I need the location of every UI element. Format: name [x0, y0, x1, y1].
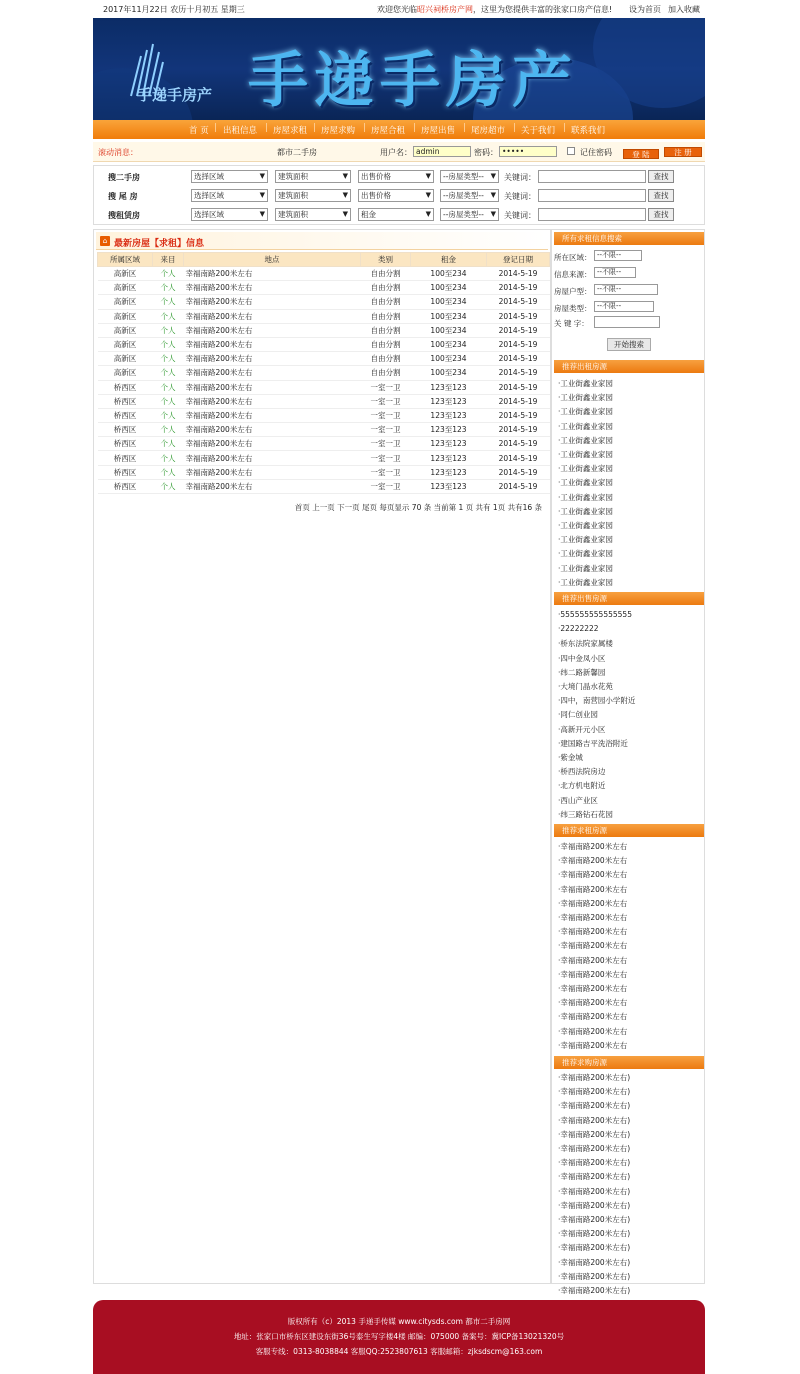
table-cell[interactable]: 幸福南路200米左右 [184, 408, 361, 422]
sidebar-list-item[interactable]: ·幸福南路200米左右) [558, 1144, 631, 1153]
table-cell: 自由分割 [361, 295, 411, 309]
remember-checkbox[interactable] [567, 147, 575, 155]
keyword-input[interactable] [538, 170, 646, 183]
nav-about[interactable]: 关于我们 [521, 126, 556, 136]
table-row[interactable] [98, 295, 550, 309]
sidebar-list-item[interactable]: ·幸福南路200米左右) [558, 1101, 631, 1111]
table-row[interactable] [98, 323, 550, 337]
sidebar-field-label: 信息来源： [554, 270, 592, 279]
table-cell: 2014-5-19 [487, 323, 550, 337]
table-cell: 个人 [153, 337, 184, 351]
sidebar-list-item[interactable]: ·22222222 [558, 624, 599, 634]
sidebar-list-item[interactable]: ·高新开元小区 [558, 724, 606, 734]
pagination[interactable]: 首页 上一页 下一页 尾页 每页显示 70 条 当前第 1 页 共有 1页 共有16 条 [294, 503, 542, 512]
sidebar-list-item[interactable]: ·建国路吉平洗浴附近 [558, 738, 628, 748]
column-header: 所属区域 [98, 253, 153, 267]
table-cell[interactable]: 幸福南路200米左右 [184, 366, 361, 380]
sidebar-field-label: 房屋户型： [554, 287, 592, 296]
table-cell: 个人 [153, 295, 184, 309]
table-cell: 123至123 [411, 394, 487, 408]
sidebar-list-item[interactable]: ·幸福南路200米左右) [558, 1115, 631, 1125]
table-row[interactable] [98, 479, 550, 493]
type-select[interactable]: --房屋类型-- ▼ [440, 189, 499, 202]
column-header: 登记日期 [487, 253, 550, 267]
table-cell: 2014-5-19 [487, 352, 550, 366]
size-select[interactable]: 建筑面积 ▼ [275, 208, 351, 221]
table-cell: 个人 [153, 366, 184, 380]
footer-copyright: 版权所有（c）2013 手递手传媒 www.citysds.com 都市二手房网 [287, 1317, 511, 1326]
table-cell: 桥西区 [98, 380, 153, 394]
table-cell: 个人 [153, 423, 184, 437]
table-cell: 桥西区 [98, 451, 153, 465]
table-cell: 自由分割 [361, 323, 411, 337]
table-cell: 个人 [153, 479, 184, 493]
table-row[interactable] [98, 394, 550, 408]
sidebar-list-item[interactable]: ·幸福南路200米左右) [558, 1200, 631, 1210]
set-home-link[interactable]: 设为首页 [629, 5, 661, 14]
type-select[interactable]: --房屋类型-- ▼ [440, 208, 499, 221]
table-cell: 个人 [153, 281, 184, 295]
table-cell: 100至234 [411, 281, 487, 295]
sidebar-list-item[interactable]: ·工业街鑫业家园 [558, 478, 613, 488]
main-nav: 首 页 | 出租信息 | 房屋求租 | 房屋求购 | 房屋合租 | 房屋出售 | 尾房超市 | 关于我们 | 联系我们 [93, 120, 705, 139]
table-cell[interactable]: 幸福南路200米左右 [184, 423, 361, 437]
username-label: 用户名： [380, 148, 412, 157]
table-cell: 个人 [153, 267, 184, 281]
login-button[interactable]: 登 陆 [623, 149, 659, 159]
sidebar-search-title: 所有求租信息搜索 [554, 232, 704, 245]
sidebar-list-item[interactable]: ·桥西法院房边 [558, 767, 606, 777]
table-cell: 自由分割 [361, 337, 411, 351]
table-cell[interactable]: 幸福南路200米左右 [184, 479, 361, 493]
banner-logo-text: 手递手房产 [137, 86, 213, 104]
nav-home[interactable]: 首 页 [189, 126, 209, 136]
table-cell: 桥西区 [98, 394, 153, 408]
keyword-label: 关 键 字： [554, 319, 589, 328]
area-select[interactable]: 选择区域 ▼ [191, 208, 268, 221]
table-cell: 高新区 [98, 366, 153, 380]
table-row[interactable] [98, 408, 550, 422]
nav-rent-out[interactable]: 出租信息 [223, 126, 258, 136]
remember-label: 记住密码 [580, 148, 612, 157]
search-panel [93, 165, 705, 225]
rec-seek-rent-title: 推荐求租房源 [554, 824, 704, 837]
welcome-site-link[interactable]: 昭兴祠桥房产网 [417, 5, 473, 14]
rec-buy-title: 推荐求购房源 [554, 1056, 704, 1069]
sidebar-list-item[interactable]: ·西山产业区 [558, 795, 598, 805]
table-cell: 123至123 [411, 465, 487, 479]
sidebar-list-item[interactable]: ·四中，南营园小学附近 [558, 696, 636, 706]
sidebar-field-select[interactable]: --不限-- [594, 284, 658, 295]
table-cell: 个人 [153, 323, 184, 337]
table-row[interactable] [98, 352, 550, 366]
sidebar-list-item[interactable]: ·工业街鑫业家园 [558, 521, 613, 530]
table-cell: 一室一卫 [361, 465, 411, 479]
welcome-text: 欢迎您光临昭兴祠桥房产网，这里为您提供丰富的张家口房产信息! [377, 5, 613, 14]
table-cell: 2014-5-19 [487, 380, 550, 394]
table-cell: 个人 [153, 465, 184, 479]
sidebar-list-item[interactable]: ·工业街鑫业家园 [558, 393, 613, 403]
rec-rent-title: 推荐出租房源 [554, 360, 704, 373]
table-cell: 100至234 [411, 267, 487, 281]
search-row-tail: 搜 尾 房 选择区域 ▼ 建筑面积 ▼ 出售价格 ▼ --房屋类型-- ▼ 关键词： 查找 [94, 187, 706, 203]
add-favorite-link[interactable]: 加入收藏 [668, 5, 700, 14]
sidebar-list-item[interactable]: ·幸福南路200米左右) [558, 1271, 631, 1281]
table-row[interactable] [98, 380, 550, 394]
listing-title: 最新房屋【求租】信息 [114, 239, 205, 249]
sidebar-list-item[interactable]: ·幸福南路200米左右) [558, 1229, 631, 1239]
sidebar-list-item[interactable]: ·555555555555555 [558, 610, 632, 619]
table-cell: 100至234 [411, 337, 487, 351]
table-cell[interactable]: 幸福南路200米左右 [184, 352, 361, 366]
table-cell: 100至234 [411, 323, 487, 337]
table-cell[interactable]: 幸福南路200米左右 [184, 267, 361, 281]
table-cell: 自由分割 [361, 352, 411, 366]
search-button[interactable]: 查找 [648, 208, 674, 221]
search-button[interactable]: 查找 [648, 170, 674, 183]
table-cell: 个人 [153, 309, 184, 323]
column-header: 来目 [153, 253, 184, 267]
footer-contact: 客服专线：0313-8038844 客服QQ:2523807613 客服邮箱：zjksdscm@163.com [255, 1347, 543, 1356]
sidebar-list-item[interactable]: ·幸福南路200米左右 [558, 898, 628, 908]
sidebar-list-item[interactable]: ·幸福南路200米左右 [558, 927, 628, 937]
table-cell: 2014-5-19 [487, 479, 550, 493]
table-cell[interactable]: 幸福南路200米左右 [184, 380, 361, 394]
table-cell: 123至123 [411, 451, 487, 465]
table-cell: 123至123 [411, 423, 487, 437]
sidebar-list-item[interactable]: ·工业街鑫业家园 [558, 549, 613, 559]
sidebar-field-select[interactable]: --不限-- [594, 301, 654, 312]
sidebar-list-item[interactable]: ·工业街鑫业家园 [558, 435, 613, 445]
sidebar-list-item[interactable]: ·幸福南路200米左右 [558, 842, 628, 851]
table-cell: 123至123 [411, 479, 487, 493]
table-cell[interactable]: 幸福南路200米左右 [184, 309, 361, 323]
sidebar-list-item[interactable]: ·四中金凤小区 [558, 653, 606, 663]
keyword-input[interactable] [538, 189, 646, 202]
sidebar-list-item[interactable]: ·工业街鑫业家园 [558, 379, 613, 388]
table-row[interactable] [98, 309, 550, 323]
sidebar-list-item[interactable]: ·幸福南路200米左右 [558, 1012, 628, 1022]
table-cell: 100至234 [411, 352, 487, 366]
table-cell: 2014-5-19 [487, 267, 550, 281]
sidebar-field-label: 所在区域： [554, 253, 592, 262]
table-cell: 自由分割 [361, 267, 411, 281]
price-select[interactable]: 出售价格 ▼ [358, 170, 434, 183]
table-cell[interactable]: 幸福南路200米左右 [184, 437, 361, 451]
table-cell: 2014-5-19 [487, 451, 550, 465]
sidebar-list-item[interactable]: ·幸福南路200米左右) [558, 1172, 631, 1182]
sidebar-list-item[interactable]: ·桥东法院家属楼 [558, 639, 613, 649]
sidebar-list-item[interactable]: ·幸福南路200米左右) [558, 1215, 631, 1224]
sidebar-list-item[interactable]: ·幸福南路200米左右) [558, 1087, 631, 1097]
type-select[interactable]: --房屋类型-- ▼ [440, 170, 499, 183]
sidebar-list-item[interactable]: ·幸福南路200米左右 [558, 856, 628, 866]
area-select[interactable]: 选择区域 ▼ [191, 189, 268, 202]
sidebar-list-item[interactable]: ·北方机电附近 [558, 781, 606, 791]
table-cell: 桥西区 [98, 408, 153, 422]
table-cell: 123至123 [411, 408, 487, 422]
table-cell: 2014-5-19 [487, 366, 550, 380]
sidebar-list-item[interactable]: ·工业街鑫业家园 [558, 577, 613, 587]
nav-seek-rent[interactable]: 房屋求租 [273, 126, 308, 136]
login-bar [93, 142, 705, 162]
table-cell: 个人 [153, 394, 184, 408]
table-cell[interactable]: 幸福南路200米左右 [184, 451, 361, 465]
sidebar-list-item[interactable]: ·幸福南路200米左右 [558, 955, 628, 965]
date-text: 2017年11月22日 农历十月初五 星期三 [103, 5, 245, 14]
site-banner [93, 18, 705, 120]
sidebar-list-item[interactable]: ·工业街鑫业家园 [558, 535, 613, 545]
sidebar-keyword-input[interactable] [594, 316, 660, 328]
sidebar-list-item[interactable]: ·幸福南路200米左右 [558, 870, 628, 880]
nav-tail-market[interactable]: 尾房超市 [471, 126, 506, 136]
main-listing-panel [93, 229, 551, 1284]
area-select[interactable]: 选择区域 ▼ [191, 170, 268, 183]
site-name: 都市二手房 [277, 148, 317, 157]
table-cell: 桥西区 [98, 479, 153, 493]
search-row-rental: 搜租赁房 选择区域 ▼ 建筑面积 ▼ 租金 ▼ --房屋类型-- ▼ 关键词： 查找 [94, 206, 706, 222]
banner-title: 手递手房产 [248, 46, 578, 116]
table-cell: 2014-5-19 [487, 423, 550, 437]
rent-select[interactable]: 租金 ▼ [358, 208, 434, 221]
table-cell: 一室一卫 [361, 437, 411, 451]
sidebar-list-item[interactable]: ·紫金城 [558, 753, 583, 762]
table-cell: 高新区 [98, 323, 153, 337]
table-cell[interactable]: 幸福南路200米左右 [184, 394, 361, 408]
table-cell: 2014-5-19 [487, 465, 550, 479]
table-row[interactable] [98, 423, 550, 437]
table-cell[interactable]: 幸福南路200米左右 [184, 323, 361, 337]
table-cell: 一室一卫 [361, 479, 411, 493]
sidebar-list-item[interactable]: ·幸福南路200米左右) [558, 1286, 631, 1295]
table-row[interactable] [98, 267, 550, 281]
table-cell: 自由分割 [361, 366, 411, 380]
listing-table [97, 252, 550, 494]
sidebar-list-item[interactable]: ·纬二路新馨园 [558, 667, 606, 677]
sidebar-list-item[interactable]: ·幸福南路200米左右 [558, 884, 628, 894]
search-button[interactable]: 查找 [648, 189, 674, 202]
table-cell[interactable]: 幸福南路200米左右 [184, 337, 361, 351]
sidebar-field-select[interactable]: --不限-- [594, 250, 642, 261]
table-cell: 一室一卫 [361, 423, 411, 437]
table-cell: 高新区 [98, 281, 153, 295]
table-cell: 高新区 [98, 309, 153, 323]
listing-header [96, 232, 548, 250]
table-cell: 一室一卫 [361, 394, 411, 408]
table-cell: 123至123 [411, 380, 487, 394]
sidebar-list-item[interactable]: ·工业街鑫业家园 [558, 506, 613, 516]
table-cell: 一室一卫 [361, 380, 411, 394]
sidebar-list-item[interactable]: ·工业街鑫业家园 [558, 407, 613, 417]
start-search-button[interactable]: 开始搜索 [607, 338, 651, 351]
search-row-second-hand: 搜二手房 选择区域 ▼ 建筑面积 ▼ 出售价格 ▼ --房屋类型-- ▼ 关键词： 查找 [94, 168, 706, 184]
table-row[interactable] [98, 337, 550, 351]
table-cell: 自由分割 [361, 281, 411, 295]
table-cell: 2014-5-19 [487, 309, 550, 323]
table-row[interactable] [98, 281, 550, 295]
password-label: 密码： [474, 148, 498, 157]
sidebar [551, 229, 705, 1295]
column-header: 地点 [184, 253, 361, 267]
sidebar-list-item[interactable]: ·幸福南路200米左右) [558, 1158, 631, 1168]
sidebar-list-item[interactable]: ·幸福南路200米左右) [558, 1186, 631, 1196]
table-cell: 高新区 [98, 267, 153, 281]
sidebar-list-item[interactable]: ·幸福南路200米左右) [558, 1257, 631, 1267]
sidebar-field-select[interactable]: --不限-- [594, 267, 636, 278]
sidebar-list-item[interactable]: ·工业街鑫业家园 [558, 563, 613, 573]
table-cell: 2014-5-19 [487, 437, 550, 451]
table-cell: 桥西区 [98, 423, 153, 437]
password-input[interactable]: ••••• [499, 146, 557, 157]
footer [93, 1300, 705, 1374]
nav-share-rent[interactable]: 房屋合租 [371, 126, 406, 136]
sidebar-list-item[interactable]: ·幸福南路200米左右 [558, 984, 628, 993]
table-cell: 2014-5-19 [487, 408, 550, 422]
register-button[interactable]: 注 册 [664, 147, 702, 157]
sidebar-list-item[interactable]: ·幸福南路200米左右 [558, 913, 628, 922]
username-input[interactable]: admin [413, 146, 471, 157]
table-cell: 高新区 [98, 295, 153, 309]
sidebar-list-item[interactable]: ·幸福南路200米左右) [558, 1243, 631, 1253]
sidebar-list-item[interactable]: ·大境门晶水花苑 [558, 682, 613, 691]
sidebar-list-item[interactable]: ·同仁创业园 [558, 710, 598, 720]
sidebar-list-item[interactable]: ·幸福南路200米左右 [558, 998, 628, 1008]
table-cell: 个人 [153, 380, 184, 394]
table-row[interactable] [98, 465, 550, 479]
top-bar [93, 0, 705, 18]
sidebar-list-item[interactable]: ·幸福南路200米左右 [558, 969, 628, 979]
size-select[interactable]: 建筑面积 ▼ [275, 170, 351, 183]
sidebar-list-item[interactable]: ·纬三路钻石花园 [558, 809, 613, 819]
table-cell: 2014-5-19 [487, 281, 550, 295]
sidebar-list-item[interactable]: ·幸福南路200米左右 [558, 1026, 628, 1036]
table-cell: 2014-5-19 [487, 295, 550, 309]
sidebar-field-label: 房屋类型： [554, 304, 592, 313]
table-cell: 高新区 [98, 337, 153, 351]
sidebar-list-item[interactable]: ·工业街鑫业家园 [558, 421, 613, 431]
table-cell[interactable]: 幸福南路200米左右 [184, 295, 361, 309]
keyword-input[interactable] [538, 208, 646, 221]
nav-contact[interactable]: 联系我们 [571, 126, 606, 136]
table-cell: 个人 [153, 408, 184, 422]
price-select[interactable]: 出售价格 ▼ [358, 189, 434, 202]
column-header: 类别 [361, 253, 411, 267]
table-row[interactable] [98, 437, 550, 451]
size-select[interactable]: 建筑面积 ▼ [275, 189, 351, 202]
table-cell: 一室一卫 [361, 451, 411, 465]
table-cell: 100至234 [411, 295, 487, 309]
table-cell: 123至123 [411, 437, 487, 451]
table-cell[interactable]: 幸福南路200米左右 [184, 465, 361, 479]
rec-sale-title: 推荐出售房源 [554, 592, 704, 605]
sidebar-list-item[interactable]: ·工业街鑫业家园 [558, 450, 613, 459]
table-cell: 个人 [153, 352, 184, 366]
sidebar-list-item[interactable]: ·幸福南路200米左右) [558, 1129, 631, 1139]
table-row[interactable] [98, 366, 550, 380]
sidebar-list-item[interactable]: ·幸福南路200米左右 [558, 941, 628, 951]
table-cell: 桥西区 [98, 437, 153, 451]
table-cell: 个人 [153, 451, 184, 465]
table-cell: 一室一卫 [361, 408, 411, 422]
table-cell: 桥西区 [98, 465, 153, 479]
footer-address: 地址：张家口市桥东区建设东街36号泰生写字楼4楼 邮编：075000 备案号：冀ICP备13021320号 [233, 1332, 565, 1341]
table-cell: 自由分割 [361, 309, 411, 323]
nav-seek-buy[interactable]: 房屋求购 [321, 126, 356, 136]
sidebar-list-item[interactable]: ·幸福南路200米左右 [558, 1040, 628, 1050]
nav-sale[interactable]: 房屋出售 [421, 126, 456, 136]
table-cell: 100至234 [411, 366, 487, 380]
column-header: 租金 [411, 253, 487, 267]
table-row[interactable] [98, 451, 550, 465]
sidebar-list-item[interactable]: ·工业街鑫业家园 [558, 492, 613, 502]
home-icon: ⌂ [100, 236, 110, 246]
notice-label: 滚动消息： [98, 148, 138, 157]
sidebar-list-item[interactable]: ·幸福南路200米左右) [558, 1073, 631, 1082]
sidebar-list-item[interactable]: ·工业街鑫业家园 [558, 464, 613, 474]
table-cell: 2014-5-19 [487, 337, 550, 351]
table-cell: 2014-5-19 [487, 394, 550, 408]
table-cell[interactable]: 幸福南路200米左右 [184, 281, 361, 295]
table-cell: 100至234 [411, 309, 487, 323]
table-cell: 个人 [153, 437, 184, 451]
table-cell: 高新区 [98, 352, 153, 366]
